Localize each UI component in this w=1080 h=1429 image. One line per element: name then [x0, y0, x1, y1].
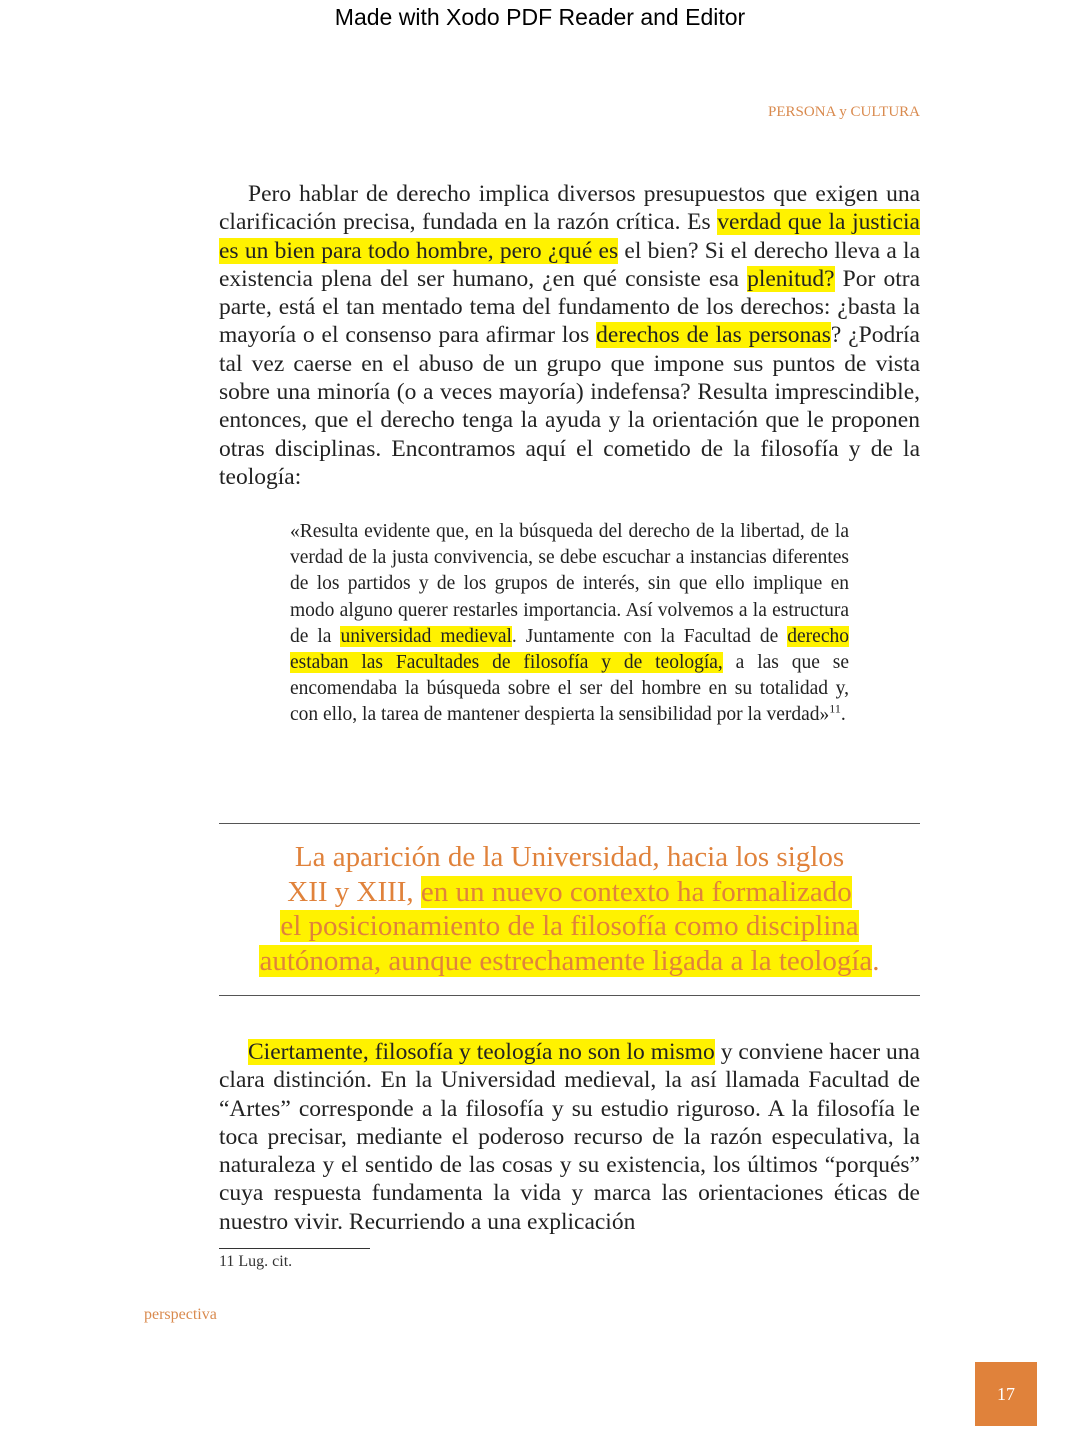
- highlight[interactable]: en un nuevo contexto ha formalizado: [420, 875, 852, 908]
- footer-publication: perspectiva: [144, 1306, 217, 1323]
- body-paragraph-2: Ciertamente, filosofía y teología no son lo mismo y conviene hacer una clara distinción. En la Universidad medieval, la así llamada Facultad de “Artes” corresponde a la filosofía y su estudio riguroso. A la filosofía le toca precisar, mediante el poderoso recurso de la razón especulativa, la naturaleza y el sentido de las cosas y su existencia, los últimos “porqués” cuya respuesta fundamenta la vida y marca las orientaciones éticas de nuestro vivir. Recurriendo a una explicación: [219, 1039, 920, 1235]
- highlight[interactable]: Ciertamente, filosofía y teología no son lo mismo: [248, 1039, 715, 1065]
- highlight[interactable]: derecho estaban las Facultades de filosofía y de teología,: [290, 625, 849, 674]
- xodo-watermark: Made with Xodo PDF Reader and Editor: [334, 4, 746, 30]
- page-number-badge: [975, 1362, 1037, 1426]
- highlight[interactable]: plenitud?: [747, 265, 835, 292]
- highlight[interactable]: autónoma, aunque estrechamente ligada a la teología: [259, 945, 873, 978]
- pull-quote: La aparición de la Universidad, hacia los siglos XII y XIII, en un nuevo contexto ha formalizado el posicionamiento de la filosofía como disciplina autónoma, aunque estrechamente ligada a la teología.: [259, 841, 880, 978]
- highlight[interactable]: universidad medieval: [340, 625, 512, 647]
- body-paragraph-1: Pero hablar de derecho implica diversos presupuestos que exigen una clarificación precisa, fundada en la razón crítica. Es verdad que la justicia es un bien para todo hombre, pero ¿qué es el bien? Si el derecho lleva a la existencia plena del ser humano, ¿en qué consiste esa plenitud? Por otra parte, está el tan mentado tema del fundamento de los derechos: ¿basta la mayoría o el consenso para afirmar los derechos de las personas? ¿Podría tal vez caerse en el abuso de un grupo que impone sus puntos de vista sobre una minoría (o a veces mayoría) indefensa? Resulta imprescindible, entonces, que el derecho tenga la ayuda y la orientación que le proponen otras disciplinas. Encontramos aquí el cometido de la filosofía y de la teología:: [219, 181, 920, 490]
- highlight[interactable]: el posicionamiento de la filosofía como disciplina: [280, 910, 859, 943]
- highlight[interactable]: derechos de las personas: [596, 322, 831, 349]
- footnote: 11 Lug. cit.: [219, 1253, 293, 1270]
- footnote-ref[interactable]: 11: [829, 701, 841, 716]
- block-quote: «Resulta evidente que, en la búsqueda del derecho de la libertad, de la verdad de la justa convivencia, se debe escuchar a instancias diferentes de los partidos y de los grupos de interés, sin que ello implique en modo alguno querer restarles importancia. Así volvemos a la estructura de la universidad medieval. Juntamente con la Facultad de derecho estaban las Facultades de filosofía y de teología, a las que se encomendaba la búsqueda sobre el ser del hombre en su totalidad y, con ello, la tarea de mantener despierta la sensibilidad por la verdad»$^{11}$.: [290, 521, 849, 726]
- pullquote-bottom-rule: [219, 995, 920, 996]
- pullquote-top-rule: [219, 823, 920, 824]
- footnote-rule: [219, 1248, 370, 1249]
- running-header: PERSONA y CULTURA: [768, 104, 920, 120]
- page-number: 17: [997, 1383, 1015, 1404]
- highlight[interactable]: verdad que la justicia es un bien para todo hombre, pero ¿qué es: [219, 209, 920, 264]
